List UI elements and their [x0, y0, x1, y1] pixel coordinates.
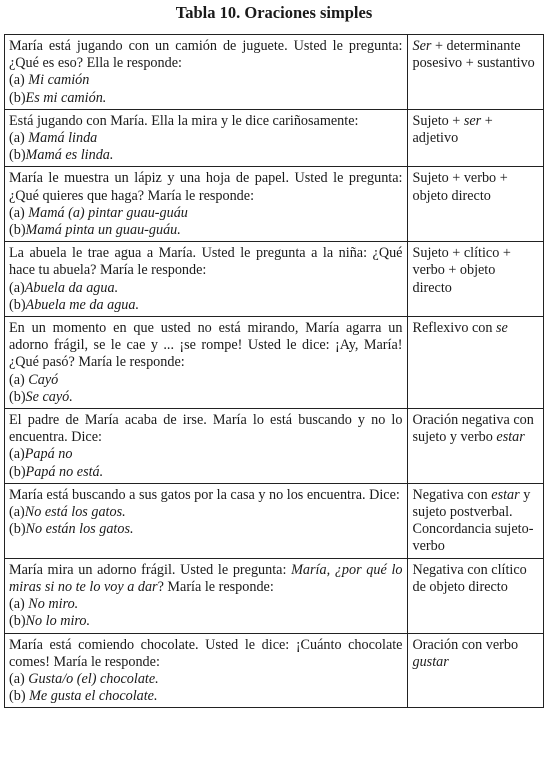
structure-cell [408, 317, 544, 409]
prompt-context: María está comiendo chocolate. Usted le dice: ¡Cuánto chocolate comes! María le responde: [9, 636, 403, 670]
option-marker: (b) [9, 463, 26, 480]
prompt-cell [5, 317, 408, 409]
option-text: Mamá es linda. [25, 147, 114, 164]
prompt-context: María le muestra un lápiz y una hoja de papel. Usted le pregunta: ¿Qué quieres que haga? María le responde: [9, 170, 403, 204]
prompt-cell [5, 167, 408, 242]
table-row [5, 558, 544, 633]
response-option-a [9, 504, 402, 521]
prompt-context: María está buscando a sus gatos por la casa y no los encuentra. Dice: [9, 486, 400, 503]
option-text: Papá no está. [25, 463, 104, 480]
option-text: Mamá linda [28, 130, 98, 147]
context-fragment: María, ¿por qué lo miras si no te lo voy a dar [9, 561, 403, 595]
option-text: Abuela da agua. [24, 279, 119, 296]
table-row [5, 409, 544, 484]
option-text: Es mi camión. [25, 89, 107, 106]
response-option-a [9, 130, 402, 147]
response-option-a [9, 280, 402, 297]
table-row [5, 317, 544, 409]
option-text: Papá no [24, 446, 73, 463]
response-option-b [9, 90, 402, 107]
structure-fragment: Ser [412, 38, 432, 54]
option-marker: (b) [9, 521, 26, 538]
structure-cell [408, 109, 544, 167]
option-text: Mamá pinta un guau-guáu. [25, 222, 181, 239]
sentences-table [4, 34, 544, 708]
table-row [5, 633, 544, 708]
option-marker: (a) [9, 670, 29, 687]
option-text: No está los gatos. [24, 504, 126, 521]
response-option-b [9, 222, 402, 239]
response-option-b [9, 613, 402, 630]
structure-cell [408, 35, 544, 110]
structure-fragment: Sujeto + [412, 112, 464, 129]
prompt-context: Está jugando con María. Ella la mira y le dice cariñosamente: [9, 112, 359, 129]
response-option-b [9, 521, 402, 538]
structure-fragment: se [496, 320, 508, 337]
context-fragment: María mira un adorno frágil. Usted le pregunta: [9, 561, 292, 578]
prompt-context: El padre de María acaba de irse. María lo está buscando y no lo encuentra. Dice: [9, 412, 403, 446]
option-marker: (b) [9, 147, 26, 164]
response-option-b [9, 464, 402, 481]
response-option-a [9, 72, 402, 89]
option-text: Abuela me da agua. [25, 296, 140, 313]
option-marker: (b) [9, 388, 26, 405]
structure-fragment: + adjetivo [412, 112, 493, 147]
option-marker: (a) [9, 279, 25, 296]
structure-fragment: Oración con verbo [412, 636, 519, 653]
prompt-cell [5, 409, 408, 484]
response-option-b [9, 147, 402, 164]
structure-fragment: estar [496, 429, 525, 446]
structure-fragment: ser [463, 112, 482, 129]
structure-cell [408, 558, 544, 633]
response-option-b [9, 688, 402, 705]
option-marker: (a) [9, 371, 29, 388]
response-option-b [9, 389, 402, 406]
structure-fragment: estar [491, 486, 520, 503]
response-option-a [9, 671, 402, 688]
prompt-context: En un momento en que usted no está mirando, María agarra un adorno frágil, se le cae y ... ¡se rompe! Usted le dice: ¡Ay, María! ¿Qué pasó? María le responde: [9, 320, 403, 371]
structure-fragment: Negativa con [412, 486, 492, 503]
option-text: Mamá (a) pintar guau-guáu [28, 204, 188, 221]
structure-fragment: gustar [412, 653, 449, 670]
structure-fragment: Oración negativa con sujeto y verbo [412, 412, 534, 446]
option-marker: (b) [9, 222, 26, 239]
prompt-context [9, 562, 402, 596]
option-text: Se cayó. [25, 388, 73, 405]
option-text: Cayó [28, 371, 59, 388]
context-fragment: ? María le responde: [157, 578, 274, 595]
structure-fragment: y sujeto postverbal. Concordancia sujeto-verbo [412, 486, 534, 555]
prompt-cell [5, 242, 408, 317]
table-row [5, 109, 544, 167]
option-text: Mi camión [28, 72, 90, 89]
structure-fragment: Sujeto + clítico + verbo + objeto directo [412, 245, 511, 296]
prompt-context: La abuela le trae agua a María. Usted le pregunta a la niña: ¿Qué hace tu abuela? María le responde: [9, 245, 403, 279]
table-row [5, 167, 544, 242]
option-marker: (a) [9, 596, 29, 613]
structure-fragment: Reflexivo con [412, 320, 497, 337]
option-marker: (b) [9, 89, 26, 106]
option-text: Gusta/o (el) chocolate. [28, 670, 159, 687]
table-title: Tabla 10. Oraciones simples [175, 3, 373, 22]
response-option-b [9, 297, 402, 314]
option-marker: (b) [9, 296, 26, 313]
response-option-a [9, 372, 402, 389]
option-marker: (a) [9, 72, 29, 89]
prompt-cell [5, 558, 408, 633]
option-marker: (a) [9, 504, 25, 521]
table-row [5, 242, 544, 317]
table-row [5, 483, 544, 558]
structure-cell [408, 242, 544, 317]
structure-fragment: Sujeto + verbo + objeto directo [412, 170, 508, 204]
option-text: No están los gatos. [25, 521, 134, 538]
response-option-a [9, 596, 402, 613]
structure-cell [408, 483, 544, 558]
option-text: No lo miro. [25, 613, 91, 630]
structure-fragment: Negativa con clítico de objeto directo [412, 561, 527, 595]
prompt-cell [5, 109, 408, 167]
option-marker: (b) [9, 688, 30, 705]
prompt-context: María está jugando con un camión de juguete. Usted le pregunta: ¿Qué es eso? Ella le responde: [9, 38, 403, 72]
option-marker: (a) [9, 204, 29, 221]
response-option-a [9, 205, 402, 222]
option-marker: (a) [9, 130, 29, 147]
option-text: Me gusta el chocolate. [29, 688, 158, 705]
structure-cell [408, 167, 544, 242]
structure-fragment: + determinante posesivo + sustantivo [412, 38, 535, 72]
prompt-cell [5, 35, 408, 110]
option-marker: (b) [9, 613, 26, 630]
prompt-cell [5, 633, 408, 708]
prompt-cell [5, 483, 408, 558]
structure-cell [408, 633, 544, 708]
table-row [5, 35, 544, 110]
structure-cell [408, 409, 544, 484]
response-option-a [9, 446, 402, 463]
option-marker: (a) [9, 446, 25, 463]
option-text: No miro. [28, 596, 79, 613]
